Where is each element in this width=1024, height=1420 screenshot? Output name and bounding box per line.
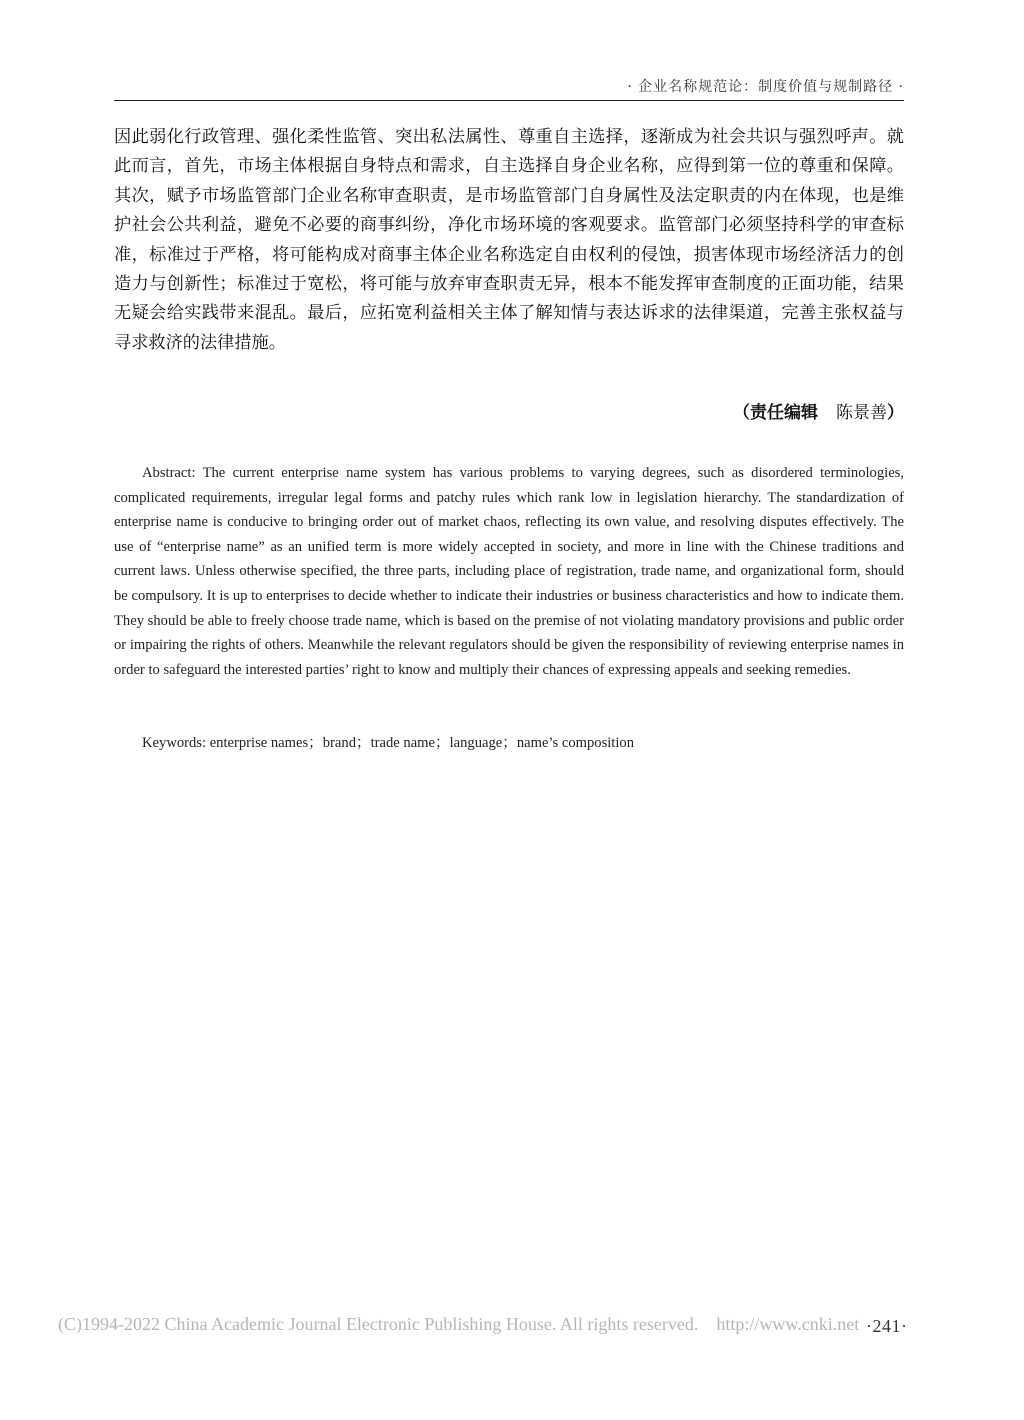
abstract-label: Abstract: <box>142 465 196 481</box>
editor-credit <box>114 398 904 423</box>
editor-open-paren: （ <box>733 403 750 423</box>
running-header: · 企业名称规范论：制度价值与规制路径 · <box>627 79 904 95</box>
editor-close-paren: ） <box>887 403 904 423</box>
footer-watermark <box>58 1314 958 1335</box>
footer-copyright: (C)1994-2022 China Academic Journal Electronic Publishing House. All rights reserved. <box>58 1314 699 1334</box>
body-paragraph: 因此弱化行政管理、强化柔性监管、突出私法属性、尊重自主选择，逐渐成为社会共识与强烈呼声。就此而言，首先，市场主体根据自身特点和需求，自主选择自身企业名称，应得到第一位的尊重和保障。其次，赋予市场监管部门企业名称审查职责，是市场监管部门自身属性及法定职责的内在体现，也是维护社会公共利益，避免不必要的商事纠纷，净化市场环境的客观要求。监管部门必须坚持科学的审查标准，标准过于严格，将可能构成对商事主体企业名称选定自由权利的侵蚀，损害体现市场经济活力的创造力与创新性；标准过于宽松，将可能与放弃审查职责无异，根本不能发挥审查制度的正面功能，结果无疑会给实践带来混乱。最后，应拓宽利益相关主体了解知情与表达诉求的法律渠道，完善主张权益与寻求救济的法律措施。 <box>114 127 904 353</box>
editor-label: 责任编辑 <box>750 403 818 423</box>
editor-name: 陈景善 <box>836 403 887 423</box>
footer-url: http://www.cnki.net <box>716 1314 860 1334</box>
abstract-text: The current enterprise name system has various problems to varying degrees, such as disordered terminologies, complicated requirements, irregular legal forms and patchy rules which rank low in legislation hierarchy. The standardization of enterprise name is conducive to bringing order out of market chaos, reflecting its own value, and resolving disputes effectively. The use of “enterprise name” as an unified term is more widely accepted in society, and more in line with the Chinese traditions and current laws. Unless otherwise specified, the three parts, including place of registration, trade name, and organizational form, should be compulsory. It is up to enterprises to decide whether to indicate their industries or business characteristics and how to indicate them. They should be able to freely choose trade name, which is based on the premise of not violating mandatory provisions and public order or impairing the rights of others. Meanwhile the relevant regulators should be given the responsibility of reviewing enterprise names in order to safeguard the interested parties’ right to know and multiply their chances of expressing appeals and seeking remedies. <box>114 465 904 678</box>
keywords-label: Keywords: <box>142 735 207 751</box>
page-number: ·241· <box>866 1316 908 1336</box>
header-rule <box>114 100 904 101</box>
abstract <box>114 461 904 682</box>
keywords <box>114 731 904 756</box>
keywords-text: enterprise names；brand；trade name；language；name’s composition <box>209 735 635 751</box>
